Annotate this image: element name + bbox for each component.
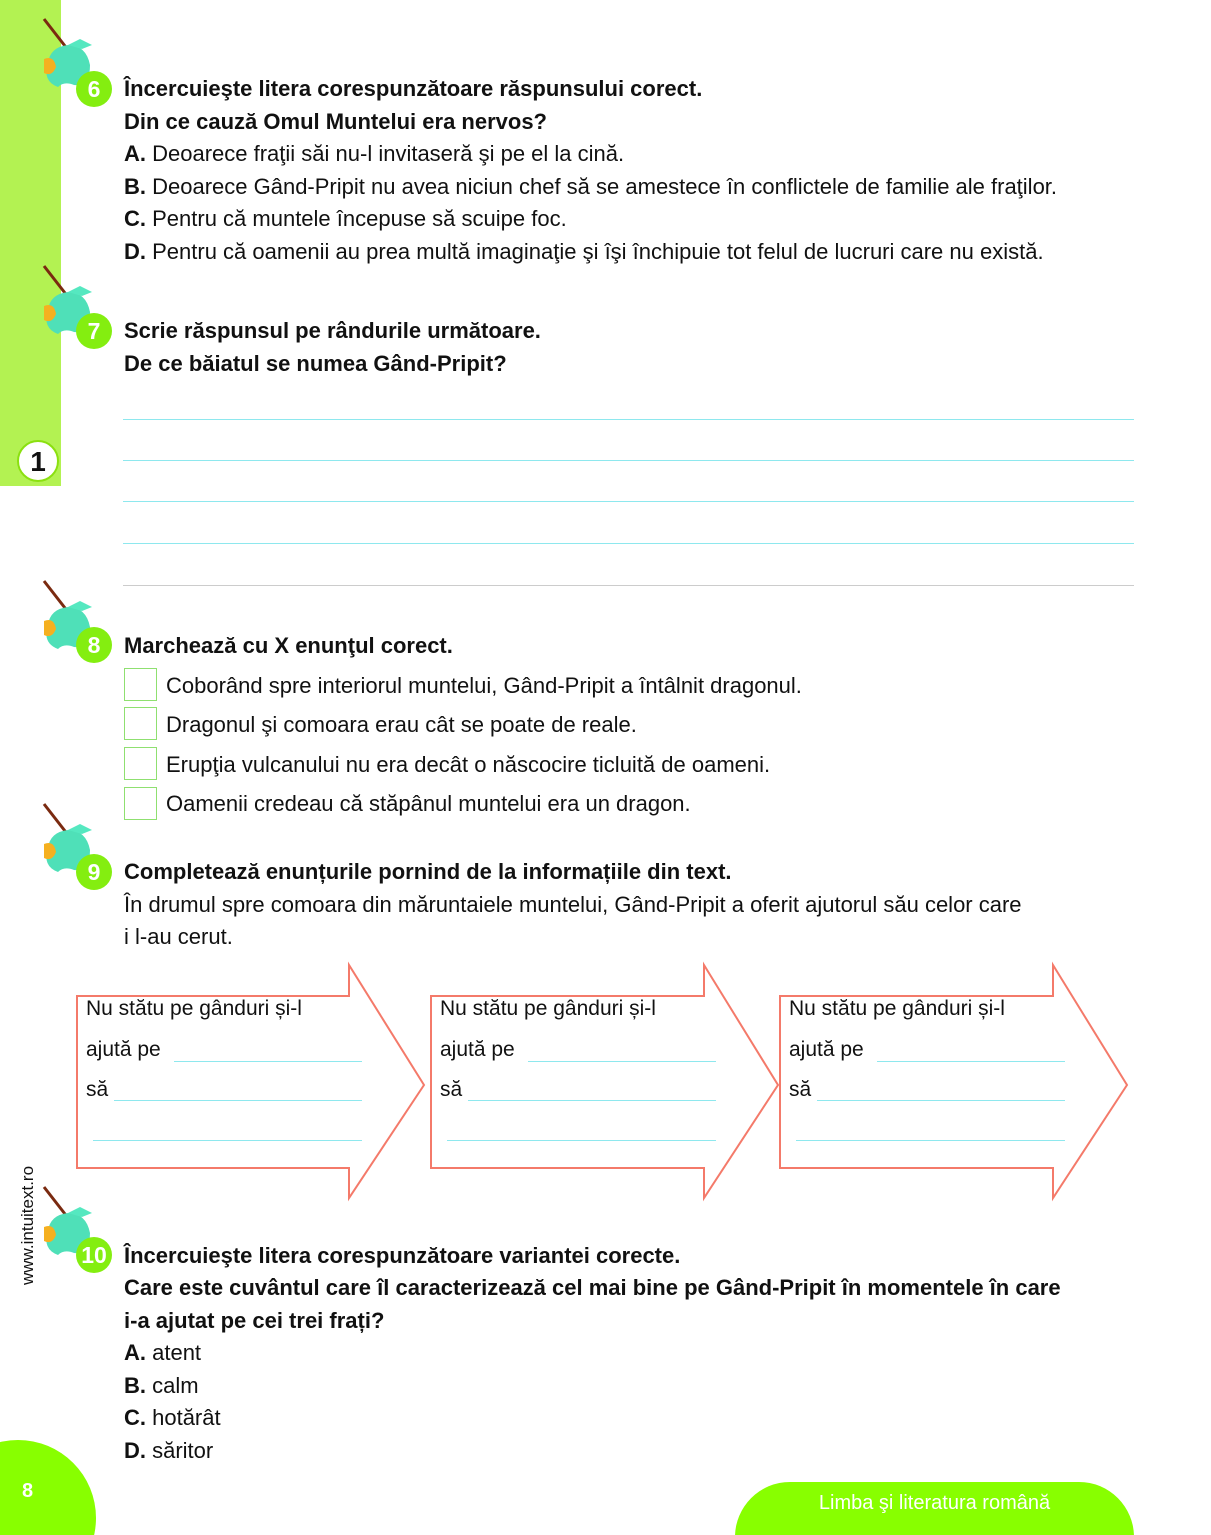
q9-text: În drumul spre comoara din măruntaiele muntelui, Gând-Pripit a oferit ajutorul său celor care [124, 892, 1022, 917]
q8-statement: Oamenii credeau că stăpânul muntelui era un dragon. [166, 791, 691, 816]
arrow-text: să [440, 1078, 463, 1101]
chapter-badge: 1 [17, 440, 59, 482]
fill-in-line[interactable] [447, 1140, 716, 1141]
q8-instruction: Marchează cu X enunţul corect. [124, 633, 453, 658]
question-number-6: 6 [76, 71, 112, 107]
q8-statement: Coborând spre interiorul muntelui, Gând-Pripit a întâlnit dragonul. [166, 673, 802, 698]
q9-text: i l-au cerut. [124, 924, 233, 949]
q10-option-b[interactable]: B. calm [124, 1373, 199, 1398]
q10-question: i-a ajutat pe cei trei frați? [124, 1308, 385, 1333]
q10-option-d[interactable]: D. săritor [124, 1438, 214, 1463]
q7-question: De ce băiatul se numea Gând-Pripit? [124, 351, 507, 376]
q6-option-d[interactable]: D. Pentru că oamenii au prea multă imaginaţie şi îşi închipuie tot felul de lucruri care nu există. [124, 239, 1044, 264]
q6-option-c[interactable]: C. Pentru că muntele începuse să scuipe foc. [124, 206, 567, 231]
question-number-7: 7 [76, 313, 112, 349]
fill-in-line[interactable] [114, 1100, 362, 1101]
arrow-text: ajută pe [789, 1038, 864, 1061]
question-number-8: 8 [76, 627, 112, 663]
fill-in-line[interactable] [93, 1140, 362, 1141]
arrow-text: să [86, 1078, 109, 1101]
arrow-text: ajută pe [86, 1038, 161, 1061]
fill-in-line[interactable] [796, 1140, 1065, 1141]
page-number: 8 [22, 1480, 34, 1502]
q6-question: Din ce cauză Omul Muntelui era nervos? [124, 109, 547, 134]
arrow-text: să [789, 1078, 812, 1101]
arrow-text: ajută pe [440, 1038, 515, 1061]
fill-in-line[interactable] [877, 1061, 1065, 1062]
fill-in-line[interactable] [174, 1061, 362, 1062]
website-label: www.intuitext.ro [18, 1165, 37, 1285]
arrow-text: Nu stătu pe gânduri și-l [789, 997, 1005, 1020]
q6-option-b[interactable]: B. Deoarece Gând-Pripit nu avea niciun chef să se amestece în conflictele de familie ale fraţilor. [124, 174, 1058, 199]
q10-instruction: Încercuieşte litera corespunzătoare variantei corecte. [124, 1243, 681, 1268]
arrow-text: Nu stătu pe gânduri și-l [86, 997, 302, 1020]
q6-option-a[interactable]: A. Deoarece fraţii săi nu-l invitaseră şi pe el la cină. [124, 141, 625, 166]
question-number-9: 9 [76, 854, 112, 890]
arrow-text: Nu stătu pe gânduri și-l [440, 997, 656, 1020]
q10-option-a[interactable]: A. atent [124, 1340, 202, 1365]
q10-option-c[interactable]: C. hotărât [124, 1405, 221, 1430]
fill-in-line[interactable] [468, 1100, 716, 1101]
q7-instruction: Scrie răspunsul pe rândurile următoare. [124, 318, 541, 343]
question-number-10: 10 [76, 1237, 112, 1273]
q8-statement: Dragonul şi comoara erau cât se poate de reale. [166, 712, 637, 737]
q9-instruction: Completează enunțurile pornind de la informațiile din text. [124, 859, 732, 884]
fill-in-line[interactable] [528, 1061, 716, 1062]
q6-instruction: Încercuieşte litera corespunzătoare răspunsului corect. [124, 76, 703, 101]
fill-in-line[interactable] [817, 1100, 1065, 1101]
q8-statement: Erupţia vulcanului nu era decât o născocire ticluită de oameni. [166, 752, 771, 777]
subject-footer: Limba şi literatura română [735, 1482, 1134, 1535]
q10-question: Care este cuvântul care îl caracterizează cel mai bine pe Gând-Pripit în momentele în care [124, 1275, 1061, 1300]
